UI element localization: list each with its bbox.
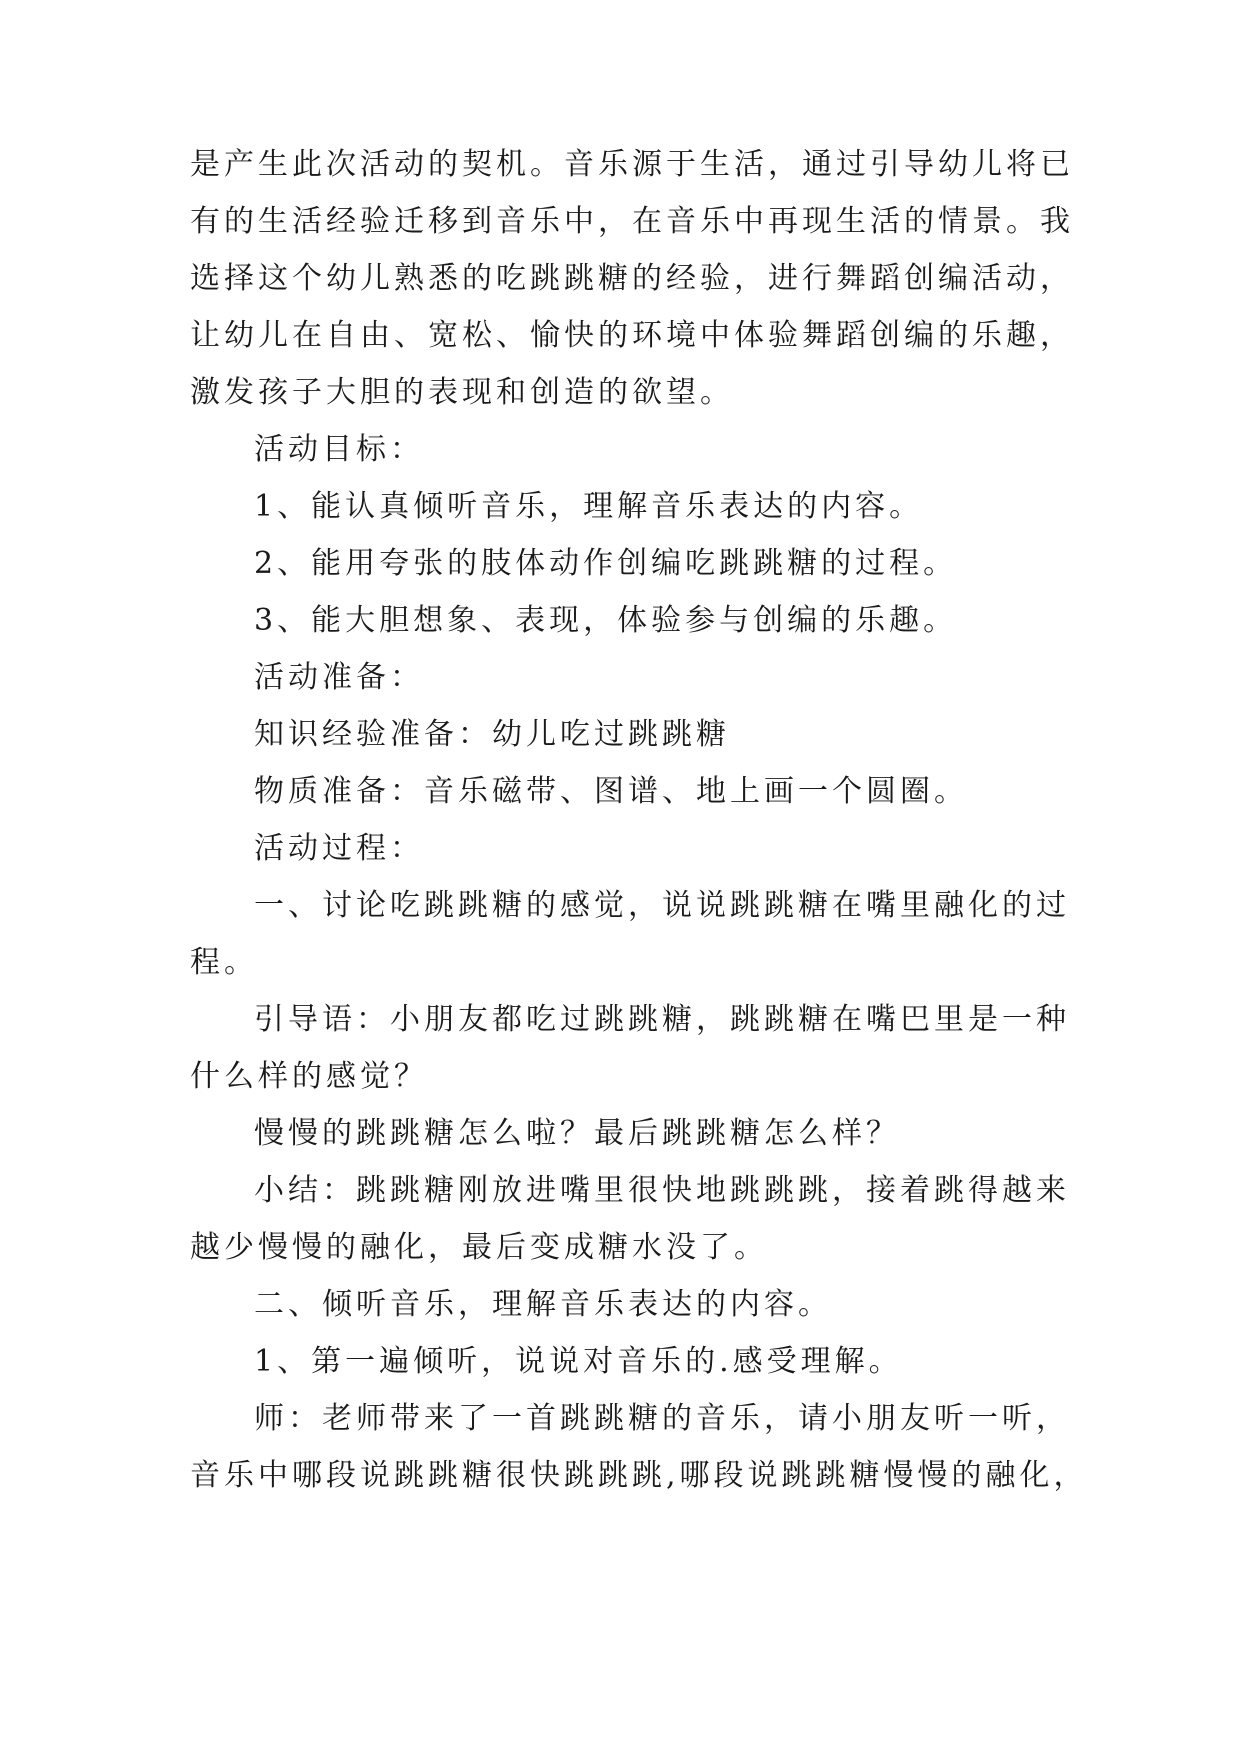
list-item: 3、能大胆想象、表现，体验参与创编的乐趣。 xyxy=(254,603,958,638)
section-heading: 活动目标： xyxy=(254,432,424,467)
paragraph-line: 激发孩子大胆的表现和创造的欲望。 xyxy=(190,375,734,410)
paragraph-line: 越少慢慢的融化，最后变成糖水没了。 xyxy=(190,1230,768,1265)
paragraph-line: 选择这个幼儿熟悉的吃跳跳糖的经验，进行舞蹈创编活动， xyxy=(190,261,1074,296)
paragraph-line: 有的生活经验迁移到音乐中，在音乐中再现生活的情景。我 xyxy=(190,204,1074,239)
paragraph-line: 让幼儿在自由、宽松、愉快的环境中体验舞蹈创编的乐趣， xyxy=(190,318,1074,353)
section-heading: 活动准备： xyxy=(254,660,424,695)
paragraph-line: 什么样的感觉？ xyxy=(190,1059,428,1094)
paragraph-line: 二、倾听音乐，理解音乐表达的内容。 xyxy=(254,1287,832,1322)
paragraph-line: 一、讨论吃跳跳糖的感觉，说说跳跳糖在嘴里融化的过 xyxy=(254,888,1070,923)
paragraph-line: 小结：跳跳糖刚放进嘴里很快地跳跳跳，接着跳得越来 xyxy=(254,1173,1070,1208)
paragraph-line: 师：老师带来了一首跳跳糖的音乐，请小朋友听一听， xyxy=(254,1401,1070,1436)
list-item: 1、能认真倾听音乐，理解音乐表达的内容。 xyxy=(254,489,924,524)
paragraph-line: 慢慢的跳跳糖怎么啦？最后跳跳糖怎么样？ xyxy=(254,1116,900,1151)
paragraph-line: 知识经验准备：幼儿吃过跳跳糖 xyxy=(254,717,730,752)
list-item: 2、能用夸张的肢体动作创编吃跳跳糖的过程。 xyxy=(254,546,958,581)
paragraph-line: 音乐中哪段说跳跳糖很快跳跳跳,哪段说跳跳糖慢慢的融化， xyxy=(190,1458,1088,1493)
paragraph-line: 程。 xyxy=(190,945,258,980)
paragraph-line: 是产生此次活动的契机。音乐源于生活，通过引导幼儿将已 xyxy=(190,147,1074,182)
section-heading: 活动过程： xyxy=(254,831,424,866)
list-item: 1、第一遍倾听，说说对音乐的.感受理解。 xyxy=(254,1344,903,1379)
paragraph-line: 物质准备：音乐磁带、图谱、地上画一个圆圈。 xyxy=(254,774,968,809)
paragraph-line: 引导语：小朋友都吃过跳跳糖，跳跳糖在嘴巴里是一种 xyxy=(254,1002,1070,1037)
